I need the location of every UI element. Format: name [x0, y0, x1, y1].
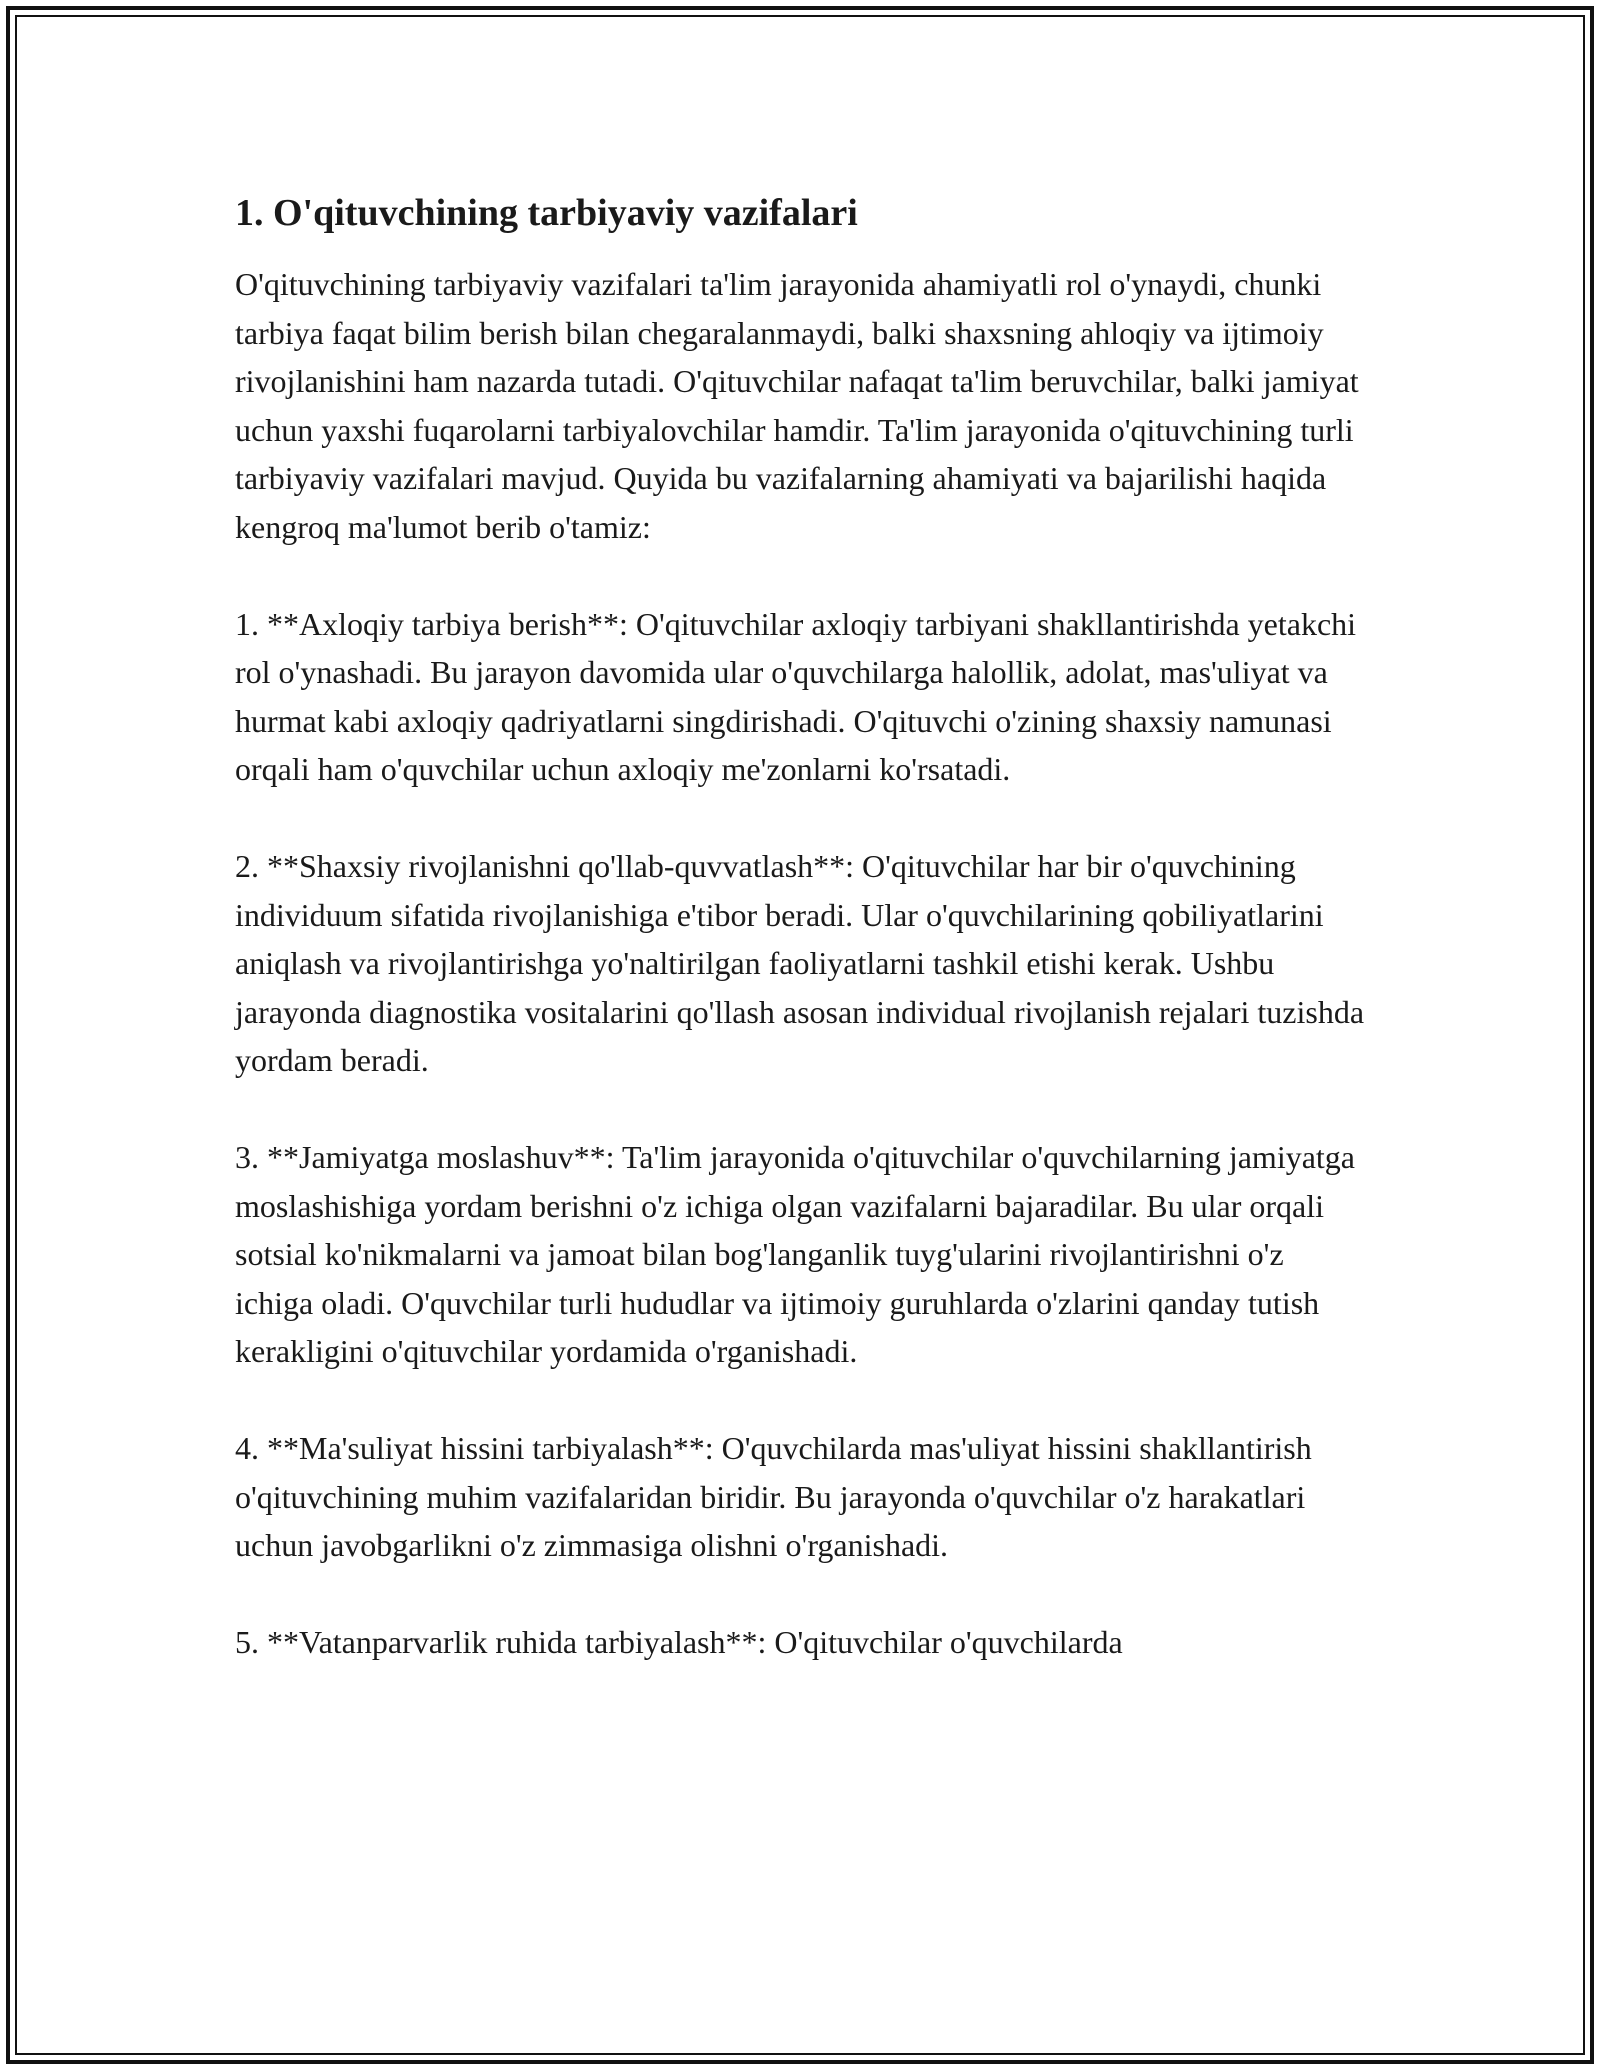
list-item-4: 4. **Ma'suliyat hissini tarbiyalash**: O'quvchilarda mas'uliyat hissini shakllantirish o'qituvchining muhim vazifalaridan biridir. Bu jarayonda o'quvchilar o'z harakatlari uchun javobgarlikni o'z zimmasiga olishni o'rganishadi.	[235, 1430, 1312, 1563]
section-heading: 1. O'qituvchining tarbiyaviy vazifalari	[235, 192, 858, 234]
list-item-5: 5. **Vatanparvarlik ruhida tarbiyalash**: O'qituvchilar o'quvchilarda	[235, 1624, 1123, 1660]
list-item-3: 3. **Jamiyatga moslashuv**: Ta'lim jarayonida o'qituvchilar o'quvchilarning jamiyatga moslashishiga yordam berishni o'z ichiga olgan vazifalarni bajaradilar. Bu ular orqali sotsial ko'nikmalarni va jamoat bilan bog'langanlik tuyg'ularini rivojlantirishni o'z ichiga oladi. O'quvchilar turli hududlar va ijtimoiy guruhlarda o'zlarini qanday tutish kerakligini o'qituvchilar yordamida o'rganishadi.	[235, 1139, 1355, 1369]
list-item-1: 1. **Axloqiy tarbiya berish**: O'qituvchilar axloqiy tarbiyani shakllantirishda yetakchi rol o'ynashadi. Bu jarayon davomida ular o'quvchilarga halollik, adolat, mas'uliyat va hurmat kabi axloqiy qadriyatlarni singdirishadi. O'qituvchi o'zining shaxsiy namunasi orqali ham o'quvchilar uchun axloqiy me'zonlarni ko'rsatadi.	[235, 605, 1357, 787]
list-item-2: 2. **Shaxsiy rivojlanishni qo'llab-quvvatlash**: O'qituvchilar har bir o'quvchining individuum sifatida rivojlanishiga e'tibor beradi. Ular o'quvchilarining qobiliyatlarini aniqlash va rivojlantirishga yo'naltirilgan faoliyatlarni tashkil etishi kerak. Ushbu jarayonda diagnostika vositalarini qo'llash asosan individual rivojlanish rejalari tuzishda yordam beradi.	[235, 848, 1365, 1078]
intro-paragraph: O'qituvchining tarbiyaviy vazifalari ta'lim jarayonida ahamiyatli rol o'ynaydi, chunki tarbiya faqat bilim berish bilan chegaralanmaydi, balki shaxsning ahloqiy va ijtimoiy rivojlanishini ham nazarda tutadi. O'qituvchilar nafaqat ta'lim beruvchilar, balki jamiyat uchun yaxshi fuqarolarni tarbiyalovchilar hamdir. Ta'lim jarayonida o'qituvchining turli tarbiyaviy vazifalari mavjud. Quyida bu vazifalarning ahamiyati va bajarilishi haqida kengroq ma'lumot berib o'tamiz:	[235, 266, 1359, 545]
document-body	[235, 188, 1365, 1715]
